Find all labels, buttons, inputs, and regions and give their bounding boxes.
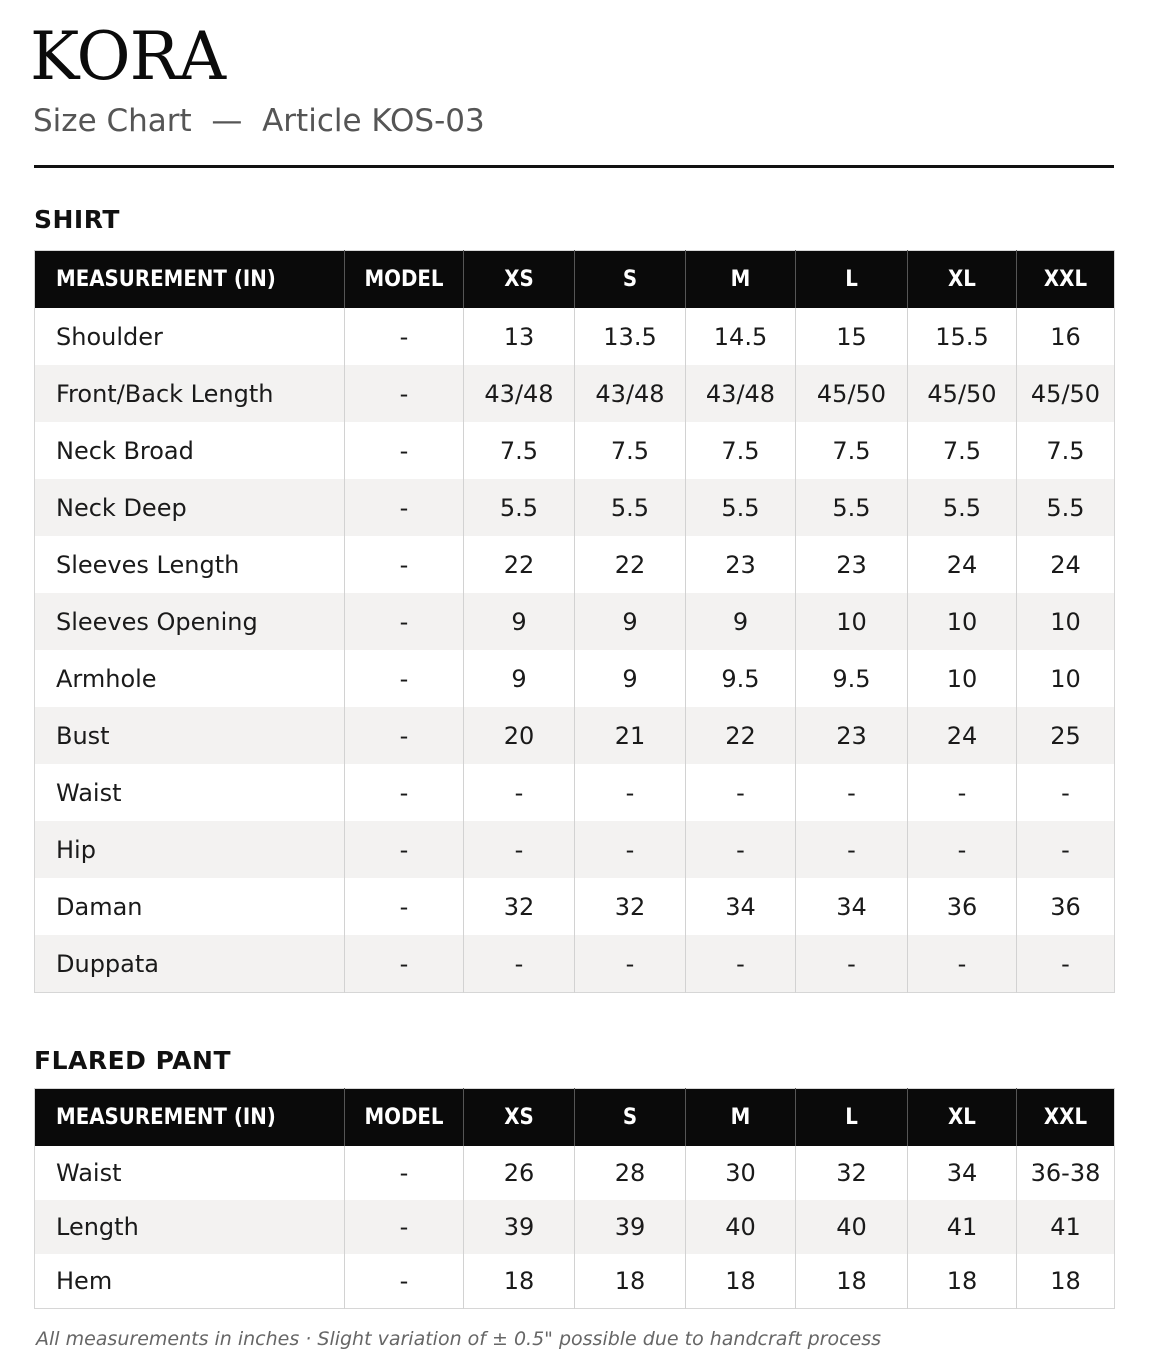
size-value: 10 <box>1017 593 1115 650</box>
size-value: - <box>686 935 796 993</box>
size-value: 43/48 <box>575 365 686 422</box>
column-header: XS <box>464 1089 575 1147</box>
size-value: 9 <box>575 650 686 707</box>
measurement-label: Hem <box>35 1254 345 1309</box>
footnote: All measurements in inches · Slight variation of ± 0.5" possible due to handcraft process <box>36 1328 882 1350</box>
column-header: S <box>575 251 686 309</box>
size-value: 22 <box>464 536 575 593</box>
size-value: - <box>908 821 1017 878</box>
table-row <box>35 308 1115 365</box>
size-value: 30 <box>686 1146 796 1200</box>
size-value: 10 <box>908 650 1017 707</box>
column-header: S <box>575 1089 686 1147</box>
size-value: 28 <box>575 1146 686 1200</box>
size-value: 45/50 <box>796 365 908 422</box>
size-value: 18 <box>686 1254 796 1309</box>
size-value: 40 <box>796 1200 908 1254</box>
size-value: 5.5 <box>908 479 1017 536</box>
size-value: 18 <box>575 1254 686 1309</box>
size-value: 5.5 <box>796 479 908 536</box>
size-value: 10 <box>908 593 1017 650</box>
table-header-row <box>35 251 1115 309</box>
size-value: 10 <box>1017 650 1115 707</box>
size-value: 7.5 <box>686 422 796 479</box>
size-value: 15.5 <box>908 308 1017 365</box>
size-value: 14.5 <box>686 308 796 365</box>
size-value: 41 <box>908 1200 1017 1254</box>
measurement-label: Waist <box>35 1146 345 1200</box>
size-value: 5.5 <box>1017 479 1115 536</box>
column-header: M <box>686 251 796 309</box>
size-value: - <box>345 707 464 764</box>
measurement-label: Neck Deep <box>35 479 345 536</box>
size-value: - <box>796 764 908 821</box>
measurement-label: Sleeves Length <box>35 536 345 593</box>
column-header: L <box>796 1089 908 1147</box>
size-value: 32 <box>575 878 686 935</box>
size-value: 43/48 <box>464 365 575 422</box>
column-header: XS <box>464 251 575 309</box>
size-value: 24 <box>1017 536 1115 593</box>
size-value: 15 <box>796 308 908 365</box>
section-title-shirt: SHIRT <box>34 205 120 234</box>
size-value: 7.5 <box>575 422 686 479</box>
size-value: - <box>908 935 1017 993</box>
size-value: - <box>464 821 575 878</box>
size-value: 5.5 <box>575 479 686 536</box>
size-value: 9.5 <box>796 650 908 707</box>
size-value: 22 <box>686 707 796 764</box>
size-value: - <box>345 878 464 935</box>
size-value: 36 <box>908 878 1017 935</box>
size-value: - <box>796 935 908 993</box>
column-header: M <box>686 1089 796 1147</box>
size-value: 18 <box>908 1254 1017 1309</box>
size-value: 13 <box>464 308 575 365</box>
size-value: - <box>1017 935 1115 993</box>
measurement-label: Front/Back Length <box>35 365 345 422</box>
table-row <box>35 422 1115 479</box>
size-value: - <box>345 422 464 479</box>
measurement-label: Hip <box>35 821 345 878</box>
size-value: 9 <box>686 593 796 650</box>
size-value: - <box>686 764 796 821</box>
size-value: 7.5 <box>1017 422 1115 479</box>
size-value: - <box>345 935 464 993</box>
table-row <box>35 821 1115 878</box>
size-value: 7.5 <box>908 422 1017 479</box>
size-value: - <box>464 935 575 993</box>
size-value: 23 <box>796 536 908 593</box>
size-value: - <box>1017 821 1115 878</box>
table-row <box>35 365 1115 422</box>
size-value: 7.5 <box>796 422 908 479</box>
size-value: - <box>464 764 575 821</box>
size-value: 32 <box>464 878 575 935</box>
size-value: - <box>345 593 464 650</box>
table-row <box>35 593 1115 650</box>
size-value: 34 <box>686 878 796 935</box>
size-value: - <box>345 365 464 422</box>
size-value: 41 <box>1017 1200 1115 1254</box>
table-header-row <box>35 1089 1115 1147</box>
column-header: L <box>796 251 908 309</box>
size-value: - <box>345 308 464 365</box>
size-value: - <box>345 1254 464 1309</box>
size-value: - <box>686 821 796 878</box>
column-header: MEASUREMENT (IN) <box>35 251 345 309</box>
size-value: - <box>345 1146 464 1200</box>
table-row <box>35 1254 1115 1309</box>
size-value: - <box>345 650 464 707</box>
table-row <box>35 650 1115 707</box>
size-value: - <box>345 1200 464 1254</box>
size-value: 43/48 <box>686 365 796 422</box>
size-value: - <box>1017 764 1115 821</box>
section-title-pant: FLARED PANT <box>34 1046 231 1075</box>
size-value: - <box>908 764 1017 821</box>
column-header: XL <box>908 251 1017 309</box>
size-value: 21 <box>575 707 686 764</box>
column-header: MODEL <box>345 1089 464 1147</box>
column-header: MODEL <box>345 251 464 309</box>
measurement-label: Length <box>35 1200 345 1254</box>
column-header: XL <box>908 1089 1017 1147</box>
size-value: - <box>345 536 464 593</box>
size-value: 10 <box>796 593 908 650</box>
size-value: 45/50 <box>1017 365 1115 422</box>
size-value: - <box>575 821 686 878</box>
measurement-label: Duppata <box>35 935 345 993</box>
column-header: XXL <box>1017 1089 1115 1147</box>
measurement-label: Daman <box>35 878 345 935</box>
size-value: 9 <box>464 593 575 650</box>
size-value: 23 <box>796 707 908 764</box>
size-value: - <box>345 821 464 878</box>
size-value: 34 <box>908 1146 1017 1200</box>
column-header: MEASUREMENT (IN) <box>35 1089 345 1147</box>
table-row <box>35 764 1115 821</box>
size-value: 23 <box>686 536 796 593</box>
table-row <box>35 935 1115 993</box>
measurement-label: Bust <box>35 707 345 764</box>
size-value: 7.5 <box>464 422 575 479</box>
pant-size-table <box>34 1088 1115 1309</box>
size-value: 9 <box>464 650 575 707</box>
size-value: 26 <box>464 1146 575 1200</box>
shirt-size-table <box>34 250 1115 993</box>
size-value: 25 <box>1017 707 1115 764</box>
size-value: 18 <box>796 1254 908 1309</box>
size-value: - <box>575 764 686 821</box>
size-value: 32 <box>796 1146 908 1200</box>
table-row <box>35 1200 1115 1254</box>
size-value: 16 <box>1017 308 1115 365</box>
size-value: - <box>345 479 464 536</box>
size-value: 13.5 <box>575 308 686 365</box>
size-value: 40 <box>686 1200 796 1254</box>
table-row <box>35 536 1115 593</box>
page-subtitle: Size Chart — Article KOS-03 <box>33 103 485 139</box>
table-row <box>35 1146 1115 1200</box>
size-value: 36-38 <box>1017 1146 1115 1200</box>
size-value: 39 <box>575 1200 686 1254</box>
size-value: 36 <box>1017 878 1115 935</box>
size-value: 39 <box>464 1200 575 1254</box>
size-value: 5.5 <box>686 479 796 536</box>
size-value: 34 <box>796 878 908 935</box>
size-value: 9 <box>575 593 686 650</box>
size-value: 24 <box>908 536 1017 593</box>
size-value: 20 <box>464 707 575 764</box>
size-value: 24 <box>908 707 1017 764</box>
size-value: 18 <box>1017 1254 1115 1309</box>
measurement-label: Waist <box>35 764 345 821</box>
measurement-label: Armhole <box>35 650 345 707</box>
measurement-label: Shoulder <box>35 308 345 365</box>
measurement-label: Sleeves Opening <box>35 593 345 650</box>
size-value: - <box>575 935 686 993</box>
size-value: - <box>345 764 464 821</box>
size-value: 45/50 <box>908 365 1017 422</box>
size-value: 5.5 <box>464 479 575 536</box>
table-row <box>35 878 1115 935</box>
table-row <box>35 707 1115 764</box>
size-value: 22 <box>575 536 686 593</box>
brand-logo-text: KORA <box>30 18 225 95</box>
measurement-label: Neck Broad <box>35 422 345 479</box>
size-value: 18 <box>464 1254 575 1309</box>
header-divider <box>34 165 1114 168</box>
table-row <box>35 479 1115 536</box>
size-value: 9.5 <box>686 650 796 707</box>
size-value: - <box>796 821 908 878</box>
column-header: XXL <box>1017 251 1115 309</box>
